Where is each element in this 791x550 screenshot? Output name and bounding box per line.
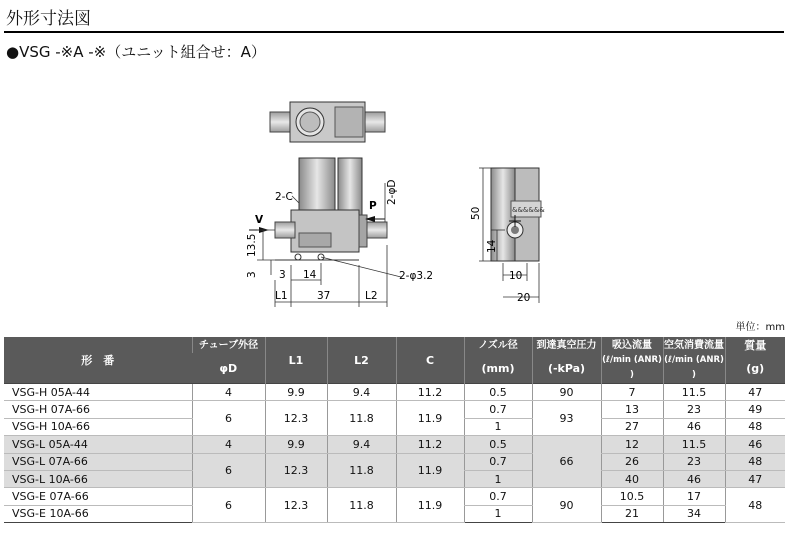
dim-label-2c: 2-C (275, 191, 293, 203)
side-view (491, 168, 545, 261)
dim-label-l1: L1 (275, 290, 288, 302)
col-header-l2: L2 (327, 337, 396, 384)
cell-model: VSG-L 10A-66 (4, 470, 192, 487)
cell-mass: 48 (725, 418, 785, 435)
cell-l1: 9.9 (265, 436, 327, 453)
title-divider (4, 31, 784, 33)
col-header-tube-unit: φD (192, 353, 265, 384)
header-row-1 (4, 337, 785, 353)
dim-label-14: 14 (303, 269, 317, 281)
cell-mass: 46 (725, 436, 785, 453)
cell-air: 11.5 (663, 384, 725, 401)
cell-suction: 21 (601, 505, 663, 522)
cell-model: VSG-E 10A-66 (4, 505, 192, 522)
cell-l2: 11.8 (327, 401, 396, 436)
cell-c: 11.9 (396, 453, 464, 488)
col-header-tube: チューブ外径 (192, 337, 265, 353)
cell-l1: 12.3 (265, 453, 327, 488)
port-label-p: P (369, 200, 377, 212)
top-view (270, 102, 385, 142)
cell-mass: 47 (725, 384, 785, 401)
cell-l1: 12.3 (265, 401, 327, 436)
col-header-suction: 吸込流量 (601, 337, 663, 353)
cell-suction: 7 (601, 384, 663, 401)
cell-tube: 6 (192, 488, 265, 523)
cell-model: VSG-L 07A-66 (4, 453, 192, 470)
cell-tube: 6 (192, 401, 265, 436)
section-title: 外形寸法図 (6, 9, 91, 29)
cell-l1: 9.9 (265, 384, 327, 401)
cell-mass: 49 (725, 401, 785, 418)
cell-l2: 11.8 (327, 488, 396, 523)
cell-mass: 47 (725, 470, 785, 487)
cell-vacuum: 66 (532, 436, 601, 488)
table-row (4, 488, 785, 505)
cell-c: 11.9 (396, 488, 464, 523)
dim-label-3-horizontal: 3 (279, 269, 286, 281)
col-header-nozzle: ノズル径 (464, 337, 532, 353)
cell-tube: 4 (192, 384, 265, 401)
cell-model: VSG-H 10A-66 (4, 418, 192, 435)
dim-label-50: 50 (470, 206, 482, 220)
cell-air: 46 (663, 470, 725, 487)
cell-suction: 40 (601, 470, 663, 487)
cell-nozzle: 0.7 (464, 453, 532, 470)
col-header-vacuum: 到達真空圧力 (532, 337, 601, 353)
cell-air: 17 (663, 488, 725, 505)
cell-nozzle: 0.5 (464, 384, 532, 401)
dim-label-13-5: 13.5 (246, 233, 258, 257)
cell-suction: 26 (601, 453, 663, 470)
cell-model: VSG-L 05A-44 (4, 436, 192, 453)
model-heading: ●VSG -※A -※（ユニット組合せ：A） (6, 43, 266, 61)
cell-suction: 12 (601, 436, 663, 453)
cell-air: 23 (663, 453, 725, 470)
cell-l2: 9.4 (327, 436, 396, 453)
cell-nozzle: 1 (464, 470, 532, 487)
dim-label-10: 10 (509, 270, 523, 282)
cell-air: 23 (663, 401, 725, 418)
unit-label: 単位：mm (735, 322, 785, 333)
cell-nozzle: 1 (464, 418, 532, 435)
cell-air: 46 (663, 418, 725, 435)
col-header-c: C (396, 337, 464, 384)
cell-nozzle: 0.7 (464, 401, 532, 418)
col-header-nozzle-unit: (mm) (464, 353, 532, 384)
cell-suction: 27 (601, 418, 663, 435)
table-row (4, 453, 785, 470)
cell-model: VSG-H 05A-44 (4, 384, 192, 401)
cell-nozzle: 1 (464, 505, 532, 522)
table-row (4, 384, 785, 401)
cell-c: 11.2 (396, 436, 464, 453)
cell-mass: 48 (725, 488, 785, 523)
col-header-mass: 質量 (725, 337, 785, 353)
dim-label-hole: 2-φ3.2 (399, 270, 434, 282)
dim-label-20: 20 (517, 292, 531, 304)
cell-l2: 11.8 (327, 453, 396, 488)
dimension-drawing (235, 85, 565, 310)
col-header-air-unit: (ℓ/min (ANR) ) (663, 353, 725, 384)
col-header-model: 形 番 (4, 337, 192, 384)
dim-label-3-vertical: 3 (246, 271, 258, 278)
cell-air: 34 (663, 505, 725, 522)
col-header-vacuum-unit: (-kPa) (532, 353, 601, 384)
col-header-suction-unit: (ℓ/min (ANR) ) (601, 353, 663, 384)
col-header-mass-unit: (g) (725, 353, 785, 384)
cell-vacuum: 90 (532, 488, 601, 523)
cell-vacuum: 90 (532, 384, 601, 401)
cell-tube: 4 (192, 436, 265, 453)
dim-label-l2: L2 (365, 290, 378, 302)
cell-c: 11.9 (396, 401, 464, 436)
svg-text:&&&&&&: &&&&&& (512, 206, 545, 214)
cell-c: 11.2 (396, 384, 464, 401)
dim-label-14-side: 14 (486, 239, 498, 253)
cell-nozzle: 0.7 (464, 488, 532, 505)
col-header-air: 空気消費流量 (663, 337, 725, 353)
cell-l2: 9.4 (327, 384, 396, 401)
cell-tube: 6 (192, 453, 265, 488)
cell-model: VSG-H 07A-66 (4, 401, 192, 418)
table-row (4, 401, 785, 418)
port-label-v: V (255, 214, 264, 226)
cell-air: 11.5 (663, 436, 725, 453)
cell-l1: 12.3 (265, 488, 327, 523)
cell-nozzle: 0.5 (464, 436, 532, 453)
cell-model: VSG-E 07A-66 (4, 488, 192, 505)
cell-mass: 48 (725, 453, 785, 470)
front-view (249, 158, 387, 260)
cell-suction: 13 (601, 401, 663, 418)
cell-suction: 10.5 (601, 488, 663, 505)
cell-vacuum: 93 (532, 401, 601, 436)
spec-table (4, 337, 785, 523)
table-row (4, 436, 785, 453)
dim-label-2phid: 2-φD (386, 179, 398, 205)
col-header-l1: L1 (265, 337, 327, 384)
dim-label-37: 37 (317, 290, 331, 302)
